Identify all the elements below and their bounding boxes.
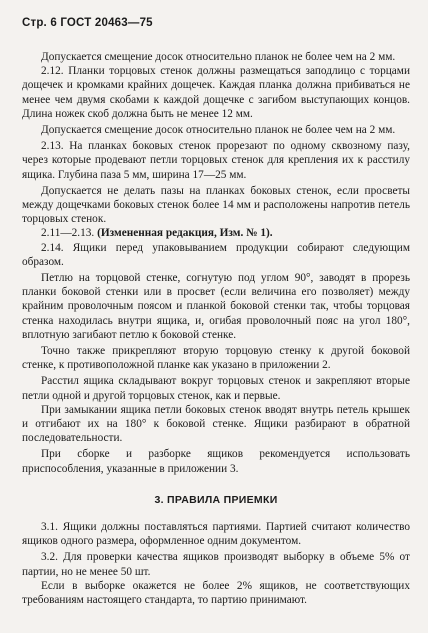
paragraph: Допускается смещение досок относительно планок не более чем на 2 мм. <box>41 124 396 137</box>
paragraph: Если в выборке окажется не более 2% ящиков, не соответствующих требованиям настоящего стандарта, то партию принимают. <box>22 579 410 606</box>
paragraph-2-13: 2.13. На планках боковых стенок прорезают по одному сквозному пазу, через которые продевают петли торцовых стенок для крепления их к расстилу ящика. Глубина паза 5 мм, ширина 17—25 мм. <box>22 140 410 181</box>
paragraph: Точно также прикрепляют вторую торцовую стенку к другой боковой стенке, к противоположной планке как указано в приложении 2. <box>22 345 410 372</box>
amendment-bold: (Измененная редакция, Изм. № 1). <box>97 227 273 240</box>
paragraph: При сборке и разборке ящиков рекомендуется использовать приспособления, указанные в приложении 3. <box>22 448 410 475</box>
amendment-prefix: 2.11—2.13. <box>41 227 98 240</box>
page-header: Стр. 6 ГОСТ 20463—75 <box>22 17 153 29</box>
paragraph-2-12: 2.12. Планки торцовых стенок должны размещаться заподлицо с торцами дощечек и кромками крайних дощечек. Каждая планка должна прибиваться не менее чем двумя скобами к каждой дощечке с загибом выступающих концов. Длина ножек скоб должна быть не менее 12 мм. <box>22 65 410 120</box>
paragraph: Расстил ящика складывают вокруг торцовых стенок и закрепляют вторые петли одной и другой торцовых стенок, как и первые. <box>22 375 410 402</box>
amendment-note <box>22 226 410 240</box>
section-title: 3. ПРАВИЛА ПРИЕМКИ <box>154 493 278 506</box>
paragraph-2-14: 2.14. Ящики перед упаковыванием продукции собирают следующим образом. <box>22 241 410 268</box>
document-body <box>22 50 410 607</box>
paragraph: При замыкании ящика петли боковых стенок вводят внутрь петель крышек и отгибают их на 180° к боковой стенке. Ящики разбирают в обратной последовательности. <box>22 403 410 445</box>
paragraph: Допускается смещение досок относительно планок не более чем на 2 мм. <box>41 51 396 63</box>
paragraph: Допускается не делать пазы на планках боковых стенок, если просветы между дощечками боковых стенок более 14 мм и расположены напротив петель торцовых стенок. <box>22 184 410 226</box>
paragraph-3-2: 3.2. Для проверки качества ящиков производят выборку в объеме 5% от партии, но не менее 50 шт. <box>22 551 410 578</box>
paragraph-3-1: 3.1. Ящики должны поставляться партиями. Партией считают количество ящиков одного размера, оформленное одним документом. <box>22 520 410 548</box>
paragraph: Петлю на торцовой стенке, согнутую под углом 90°, заводят в прорезь планки боковой стенки или в просвет (если величина его позволяет) между крайним проволочным поясом и планкой боковой стенки так, чтобы торцовая стенка находилась внутри ящика, и, огибая проволочный пояс на угол 180°, вплотную загибают петлю к боковой стенке. <box>22 272 410 341</box>
